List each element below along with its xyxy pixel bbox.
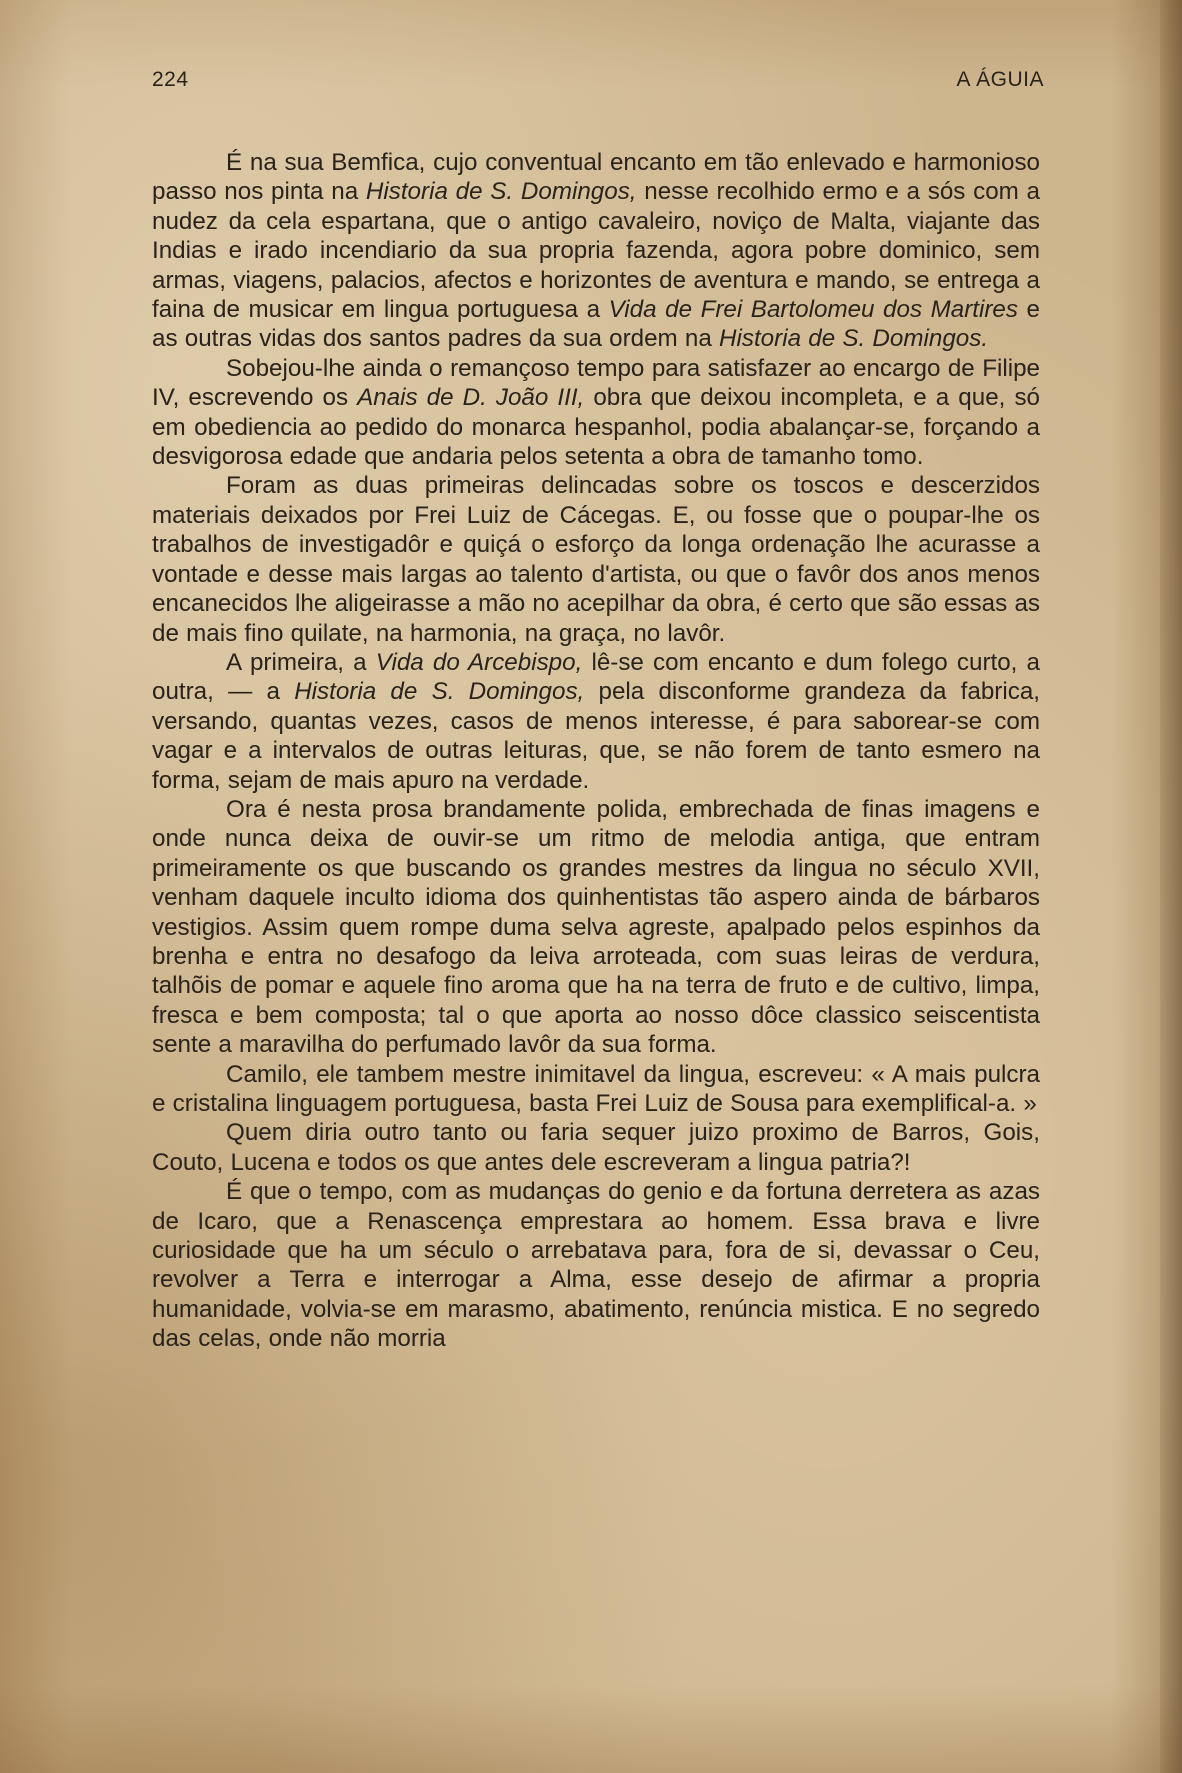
text-run: Sobejou-lhe ainda o remançoso tempo para satisfazer ao encargo de Filipe IV, escrevendo os — [152, 354, 1040, 412]
running-head — [152, 68, 1044, 100]
text-run: Camilo, ele tambem mestre inimitavel da lingua, escreveu: « A mais pulcra e cristalina linguagem portuguesa, basta Frei Luiz de Sousa para exemplifical-a. » — [152, 1060, 1040, 1117]
text-run: A primeira, a — [226, 648, 376, 676]
italic-title: Historia de S. Domingos. — [719, 325, 989, 353]
text-run: lê-se com encanto e dum folego curto, a outra, — a — [152, 648, 1040, 706]
text-run: Ora é nesta prosa brandamente polida, embrechada de finas imagens e onde nunca deixa de ouvir-se um ritmo de melodia antiga, que entram primeiramente os que buscando os grandes mestres da lingua no século XVII, venham daquele inculto idioma dos quinhentistas tão aspero ainda de bárbaros vestigios. Assim quem rompe duma selva agreste, apalpado pelos espinhos da brenha e entra no desafogo da leiva arroteada, com suas leiras de verdura, talhõis de pomar e aquele fino aroma que ha na terra de fruto e de cultivo, limpa, fresca e bem composta; tal o que aporta ao nosso dôce classico seiscentista sente a maravilha do perfumado lavôr da sua forma. — [152, 795, 1040, 1059]
page-number: 224 — [152, 68, 189, 91]
page-edge — [1160, 0, 1182, 1773]
text-run: pela disconforme grandeza da fabrica, versando, quantas vezes, casos de menos interesse, é para saborear-se com vagar e a intervalos de outras leituras, que, se não forem de tanto esmero na forma, sejam de mais apuro na verdade. — [152, 678, 1040, 794]
paragraph — [152, 1060, 1040, 1119]
italic-title: Historia de S. Domingos, — [294, 678, 585, 706]
italic-title: Anais de D. João III, — [357, 384, 585, 412]
text-run: nesse recolhido ermo e a sós com a nudez da cela espartana, que o antigo cavaleiro, noviço de Malta, viajante das Indias e irado incendiario da sua propria fazenda, agora pobre dominico, sem armas, viagens, palacios, afectos e horizontes de aventura e mando, se entrega a faina de musicar em lingua portuguesa a — [152, 178, 1041, 324]
italic-title: Historia de S. Domingos, — [365, 178, 637, 206]
italic-title: Vida de Frei Bartolomeu dos Martires — [608, 296, 1018, 324]
text-run: e as outras vidas dos santos padres da sua ordem na — [152, 296, 1040, 353]
text-run: Quem diria outro tanto ou faria sequer juizo proximo de Barros, Gois, Couto, Lucena e todos os que antes dele escreveram a lingua patria?! — [152, 1119, 1040, 1176]
italic-title: Vida do Arcebispo, — [375, 648, 583, 676]
paragraph — [152, 148, 1040, 354]
paragraph — [152, 1177, 1040, 1353]
text-run: obra que deixou incompleta, e a que, só em obediencia ao pedido do monarca hespanhol, podia abalançar-se, forçando a desvigorosa edade que andaria pelos setenta a obra de tamanho tomo. — [152, 384, 1040, 471]
paragraph — [152, 648, 1040, 795]
text-run: Foram as duas primeiras delincadas sobre os toscos e descerzidos materiais deixados por Frei Luiz de Cácegas. E, ou fosse que o poupar-lhe os trabalhos de investigadôr e quiçá o esforço da longa ordenação lhe acurasse a vontade e desse mais largas ao talento d'artista, ou que o favôr dos anos menos encanecidos lhe aligeirasse a mão no acepilhar da obra, é certo que são essas as de mais fino quilate, na harmonia, na graça, no lavôr. — [152, 472, 1040, 647]
paragraph — [152, 795, 1040, 1060]
text-run: É que o tempo, com as mudanças do genio e da fortuna derretera as azas de Icaro, que a Renascença emprestara ao homem. Essa brava e livre curiosidade que ha um século o arrebatava para, fora de si, devassar o Ceu, revolver a Terra e interrogar a Alma, esse desejo de afirmar a propria humanidade, volvia-se em marasmo, abatimento, renúncia mistica. E no segredo das celas, onde não morria — [152, 1178, 1040, 1353]
paragraph — [152, 471, 1040, 647]
paragraph — [152, 354, 1040, 472]
journal-title: A ÁGUIA — [956, 68, 1044, 91]
paragraph — [152, 1118, 1040, 1177]
body-text — [152, 148, 1040, 1354]
text-run: É na sua Bemfica, cujo conventual encanto em tão enlevado e harmonioso passo nos pinta na — [152, 149, 1040, 206]
